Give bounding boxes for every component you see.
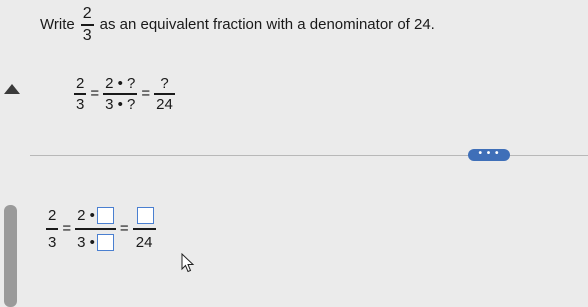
question-text — [40, 6, 435, 44]
fraction-bar — [75, 228, 116, 230]
answer-left-fraction — [46, 204, 58, 254]
example-left-numerator: 2 — [76, 75, 85, 92]
answer-middle-fraction — [75, 204, 116, 254]
fraction-bar — [46, 228, 58, 230]
example-left-fraction — [74, 76, 86, 112]
answer-middle-denominator — [75, 232, 116, 254]
equals-sign: = — [119, 220, 129, 238]
answer-middle-numerator — [75, 204, 116, 226]
fraction-bar — [81, 24, 94, 26]
scroll-handle[interactable] — [4, 205, 17, 307]
example-middle-fraction — [103, 76, 137, 112]
equals-sign: = — [141, 85, 151, 103]
example-right-fraction — [154, 76, 175, 112]
fraction-bar — [133, 228, 156, 230]
example-equation — [74, 76, 175, 112]
fraction-bar — [154, 93, 175, 95]
answer-equation — [46, 204, 156, 254]
fraction-bar — [74, 93, 86, 95]
example-middle-numerator: 2 • ? — [105, 75, 136, 92]
question-fraction-numerator: 2 — [82, 5, 92, 22]
answer-right-denominator: 24 — [135, 234, 153, 251]
question-prefix: Write — [40, 16, 75, 34]
example-right-denominator: 24 — [156, 95, 173, 113]
result-numerator-input[interactable] — [137, 207, 154, 224]
triangle-marker-icon — [4, 84, 20, 94]
answer-right-numerator — [133, 204, 156, 226]
numerator-multiplier-input[interactable] — [97, 207, 114, 224]
fraction-bar — [103, 93, 137, 95]
example-right-numerator: ? — [160, 75, 169, 92]
answer-middle-numerator-prefix: 2 • — [77, 206, 95, 224]
question-fraction — [81, 6, 94, 44]
question-suffix: as an equivalent fraction with a denominator of 24. — [99, 16, 435, 34]
more-options-button[interactable]: • • • — [468, 149, 510, 161]
mouse-pointer-icon — [181, 253, 195, 273]
equals-sign: = — [62, 220, 72, 238]
answer-right-fraction — [133, 204, 156, 254]
equals-sign: = — [90, 85, 100, 103]
denominator-multiplier-input[interactable] — [97, 234, 114, 251]
answer-left-numerator: 2 — [48, 206, 57, 224]
answer-left-denominator: 3 — [48, 234, 57, 251]
example-left-denominator: 3 — [76, 95, 85, 113]
answer-middle-denominator-prefix: 3 • — [77, 234, 95, 251]
question-fraction-denominator: 3 — [82, 26, 92, 44]
example-middle-denominator: 3 • ? — [105, 95, 136, 113]
